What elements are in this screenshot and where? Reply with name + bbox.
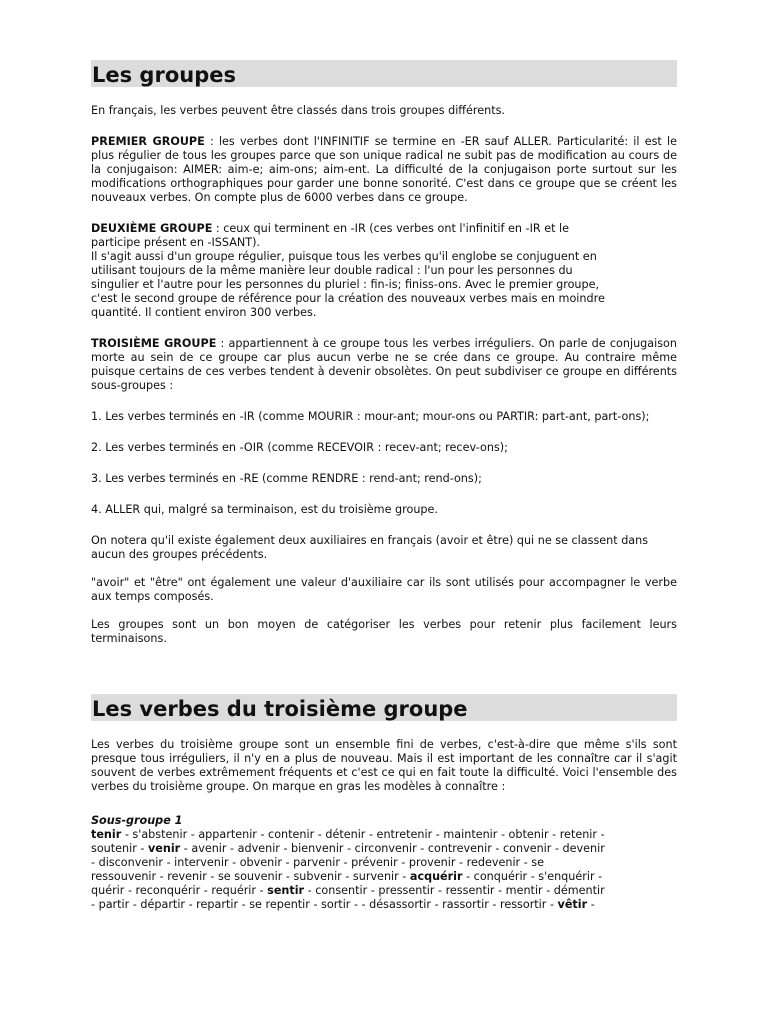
model-verb: sentir (267, 884, 305, 897)
subgroup-title: Sous-groupe 1 (91, 814, 183, 827)
deuxieme-groupe-line1: : ceux qui terminent en -IR (ces verbes ont l'infinitif en -IR et le (212, 222, 570, 235)
deuxieme-groupe-line6: c'est le second groupe de référence pour la création des nouveaux verbes mais en moindre (91, 292, 605, 305)
verb-text: quérir - reconquérir - requérir - (91, 884, 268, 897)
deuxieme-groupe-label: DEUXIÈME GROUPE (91, 222, 213, 235)
model-verb: venir (147, 842, 181, 855)
premier-groupe-paragraph (91, 135, 677, 205)
deuxieme-groupe-line4: utilisant toujours de la même manière leur double radical : l'un pour les personnes du (91, 264, 573, 277)
verb-text: - consentir - pressentir - ressentir - mentir - démentir (304, 884, 605, 897)
deuxieme-groupe-paragraph (91, 222, 677, 320)
list-item: 2. Les verbes terminés en -OIR (comme RECEVOIR : recev-ant; recev-ons); (91, 441, 508, 454)
model-verb: tenir (91, 828, 122, 841)
verb-text: - avenir - advenir - bienvenir - circonvenir - contrevenir - convenir - devenir (180, 842, 605, 855)
conclusion-paragraph: Les groupes sont un bon moyen de catégoriser les verbes pour retenir plus facilement leurs terminaisons. (91, 618, 677, 645)
verb-text: - disconvenir - intervenir - obvenir - parvenir - prévenir - provenir - redevenir - se (91, 856, 545, 869)
verb-text: - partir - départir - repartir - se repentir - sortir - - désassortir - rassortir - ressortir - (91, 898, 558, 911)
section-title-troisieme-groupe: Les verbes du troisième groupe (91, 694, 677, 721)
list-item: 4. ALLER qui, malgré sa terminaison, est du troisième groupe. (91, 503, 438, 516)
deuxieme-groupe-line5: singulier et l'autre pour les personnes du pluriel : fin-is; finiss-ons. Avec le premier groupe, (91, 278, 600, 291)
verb-text: - (587, 898, 595, 911)
premier-groupe-label: PREMIER GROUPE (91, 135, 205, 148)
list-item: 3. Les verbes terminés en -RE (comme RENDRE : rend-ant; rend-ons); (91, 472, 482, 485)
section-title-groupes: Les groupes (91, 60, 677, 87)
verb-text: ressouvenir - revenir - se souvenir - subvenir - survenir - (91, 870, 410, 883)
troisieme-groupe-label: TROISIÈME GROUPE (91, 337, 217, 350)
deuxieme-groupe-line2: participe présent en -ISSANT). (91, 236, 260, 249)
avoir-etre-note: "avoir" et "être" ont également une valeur d'auxiliaire car ils sont utilisés pour accompagner le verbe aux temps composés. (91, 576, 677, 603)
verb-text: - conquérir - s'enquérir - (462, 870, 603, 883)
troisieme-groupe-text: : appartiennent à ce groupe tous les verbes irréguliers. On parle de conjugaison morte au sein de ce groupe car plus aucun verbe ne se crée dans ce groupe. Au contraire même puisque certains de ces verbes tendent à devenir obsolètes. On peut subdiviser ce groupe en différents sous-groupes : (91, 337, 677, 392)
deuxieme-groupe-line7: quantité. Il contient environ 300 verbes. (91, 306, 317, 319)
verb-text: soutenir - (91, 842, 148, 855)
deuxieme-groupe-line3: Il s'agit aussi d'un groupe régulier, puisque tous les verbes qu'il englobe se conjuguent en (91, 250, 597, 263)
auxiliaires-note: On notera qu'il existe également deux auxiliaires en français (avoir et être) qui ne se classent dans aucun des groupes précédents. (91, 534, 649, 561)
premier-groupe-text: : les verbes dont l'INFINITIF se termine en -ER sauf ALLER. Particularité: il est le plus régulier de tous les groupes parce que son unique radical ne subit pas de modification au cours de la conjugaison: AIMER: aim-e; aim-ons; aim-ent. La difficulté de la conjugaison porte surtout sur les modifications orthographiques pour garder une bonne sonorité. C'est dans ce groupe que se créent les nouveaux verbes. On compte plus de 6000 verbes dans ce groupe. (91, 135, 677, 204)
troisieme-groupe-paragraph (91, 337, 677, 393)
document-page (91, 60, 677, 912)
intro-paragraph: En français, les verbes peuvent être classés dans trois groupes différents. (91, 104, 505, 117)
troisieme-groupe-intro: Les verbes du troisième groupe sont un ensemble fini de verbes, c'est-à-dire que même s'ils sont presque tous irréguliers, il n'y en a plus de nouveau. Mais il est important de les connaître car il s'agit souvent de verbes extrêmement fréquents et c'est ce qui en fait toute la difficulté. Voici l'ensemble des verbes du troisième groupe. On marque en gras les modèles à connaître : (91, 738, 677, 793)
list-item: 1. Les verbes terminés en -IR (comme MOURIR : mour-ant; mour-ons ou PARTIR: part-ant, part-ons); (91, 410, 650, 423)
verb-list (91, 828, 677, 912)
verb-text: - s'abstenir - appartenir - contenir - détenir - entretenir - maintenir - obtenir - retenir - (121, 828, 605, 841)
model-verb: acquérir (409, 870, 463, 883)
section2-wrapper (91, 694, 677, 721)
model-verb: vêtir (557, 898, 588, 911)
